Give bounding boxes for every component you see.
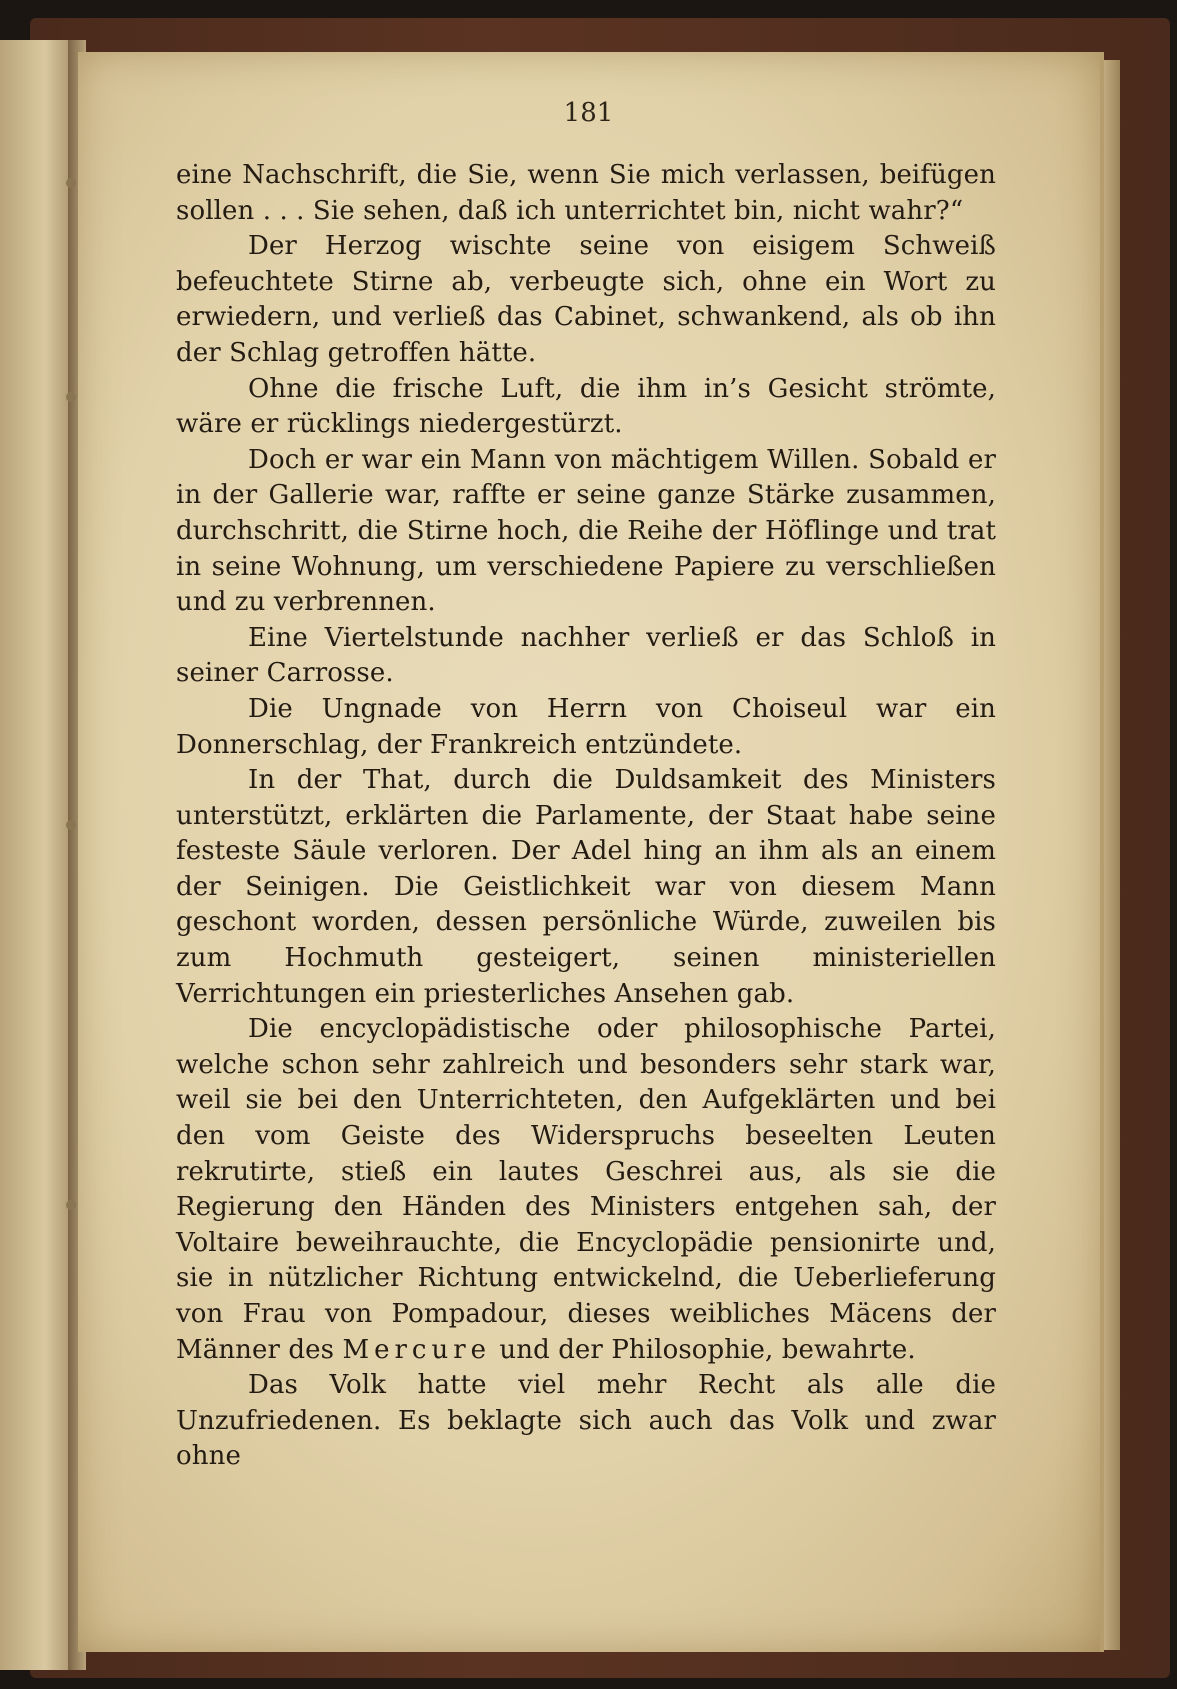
binding-hole <box>66 178 76 188</box>
paragraph: Der Herzog wischte seine von eisigem Schweiß befeuchtete Stirne ab, verbeugte sich, ohne ein Wort zu erwiedern, und verließ das Cabinet, schwankend, als ob ihn der Schlag getroffen hätte. <box>176 231 996 368</box>
binding-hole <box>66 1200 76 1210</box>
paragraph: Das Volk hatte viel mehr Recht als alle die Unzufriedenen. Es beklagte sich auch das Volk und zwar ohne <box>176 1370 996 1472</box>
paragraph-text: und der Philosophie, bewahrte. <box>499 1334 916 1365</box>
paragraph <box>176 1012 996 1368</box>
paragraph: Doch er war ein Mann von mächtigem Willen. Sobald er in der Gallerie war, raffte er seine ganze Stärke zusammen, durchschritt, die Stirne hoch, die Reihe der Höflinge und trat in seine Wohnung, um verschiedene Papiere zu verschließen und zu verbrennen. <box>176 444 996 618</box>
binding-hole <box>66 392 76 402</box>
emphasized-title: Mercure <box>342 1334 492 1365</box>
paragraph: eine Nachschrift, die Sie, wenn Sie mich verlassen, beifügen sollen . . . Sie sehen, daß ich unterrichtet bin, nicht wahr?“ <box>176 160 996 226</box>
left-page-edge <box>0 40 78 1670</box>
page-text <box>176 158 996 1475</box>
paragraph: Ohne die frische Luft, die ihm in’s Gesicht strömte, wäre er rücklings niedergestürzt. <box>176 373 996 440</box>
paragraph: In der That, durch die Duldsamkeit des Ministers unterstützt, erklärten die Parlamente, der Staat habe seine festeste Säule verloren. Der Adel hing an ihm als an einem der Seinigen. Die Geistlichkeit war von diesem Mann geschont worden, dessen persönliche Würde, zuweilen bis zum Hochmuth gesteigert, seinen ministeriellen Verrichtungen ein priesterliches Ansehen gab. <box>176 765 996 1009</box>
binding-hole <box>66 820 76 830</box>
page-number: 181 <box>563 98 614 128</box>
paragraph: Die Ungnade von Herrn von Choiseul war ein Donnerschlag, der Frankreich entzündete. <box>176 693 996 760</box>
paragraph: Eine Viertelstunde nachher verließ er das Schloß in seiner Carrosse. <box>176 622 996 689</box>
paragraph-text: Die encyclopädistische oder philosophische Partei, welche schon sehr zahlreich und besonders sehr stark war, weil sie bei den Unterrichteten, den Aufgeklärten und bei den vom Geiste des Widerspruchs beseelten Leuten rekrutirte, stieß ein lautes Geschrei aus, als sie die Regierung den Händen des Ministers entgehen sah, der Voltaire beweihrauchte, die Encyclopädie pensionirte und, sie in nützlicher Richtung entwickelnd, die Ueberlieferung von Frau von Pompadour, dieses weibliches Mäcens der Männer des <box>176 1014 996 1365</box>
